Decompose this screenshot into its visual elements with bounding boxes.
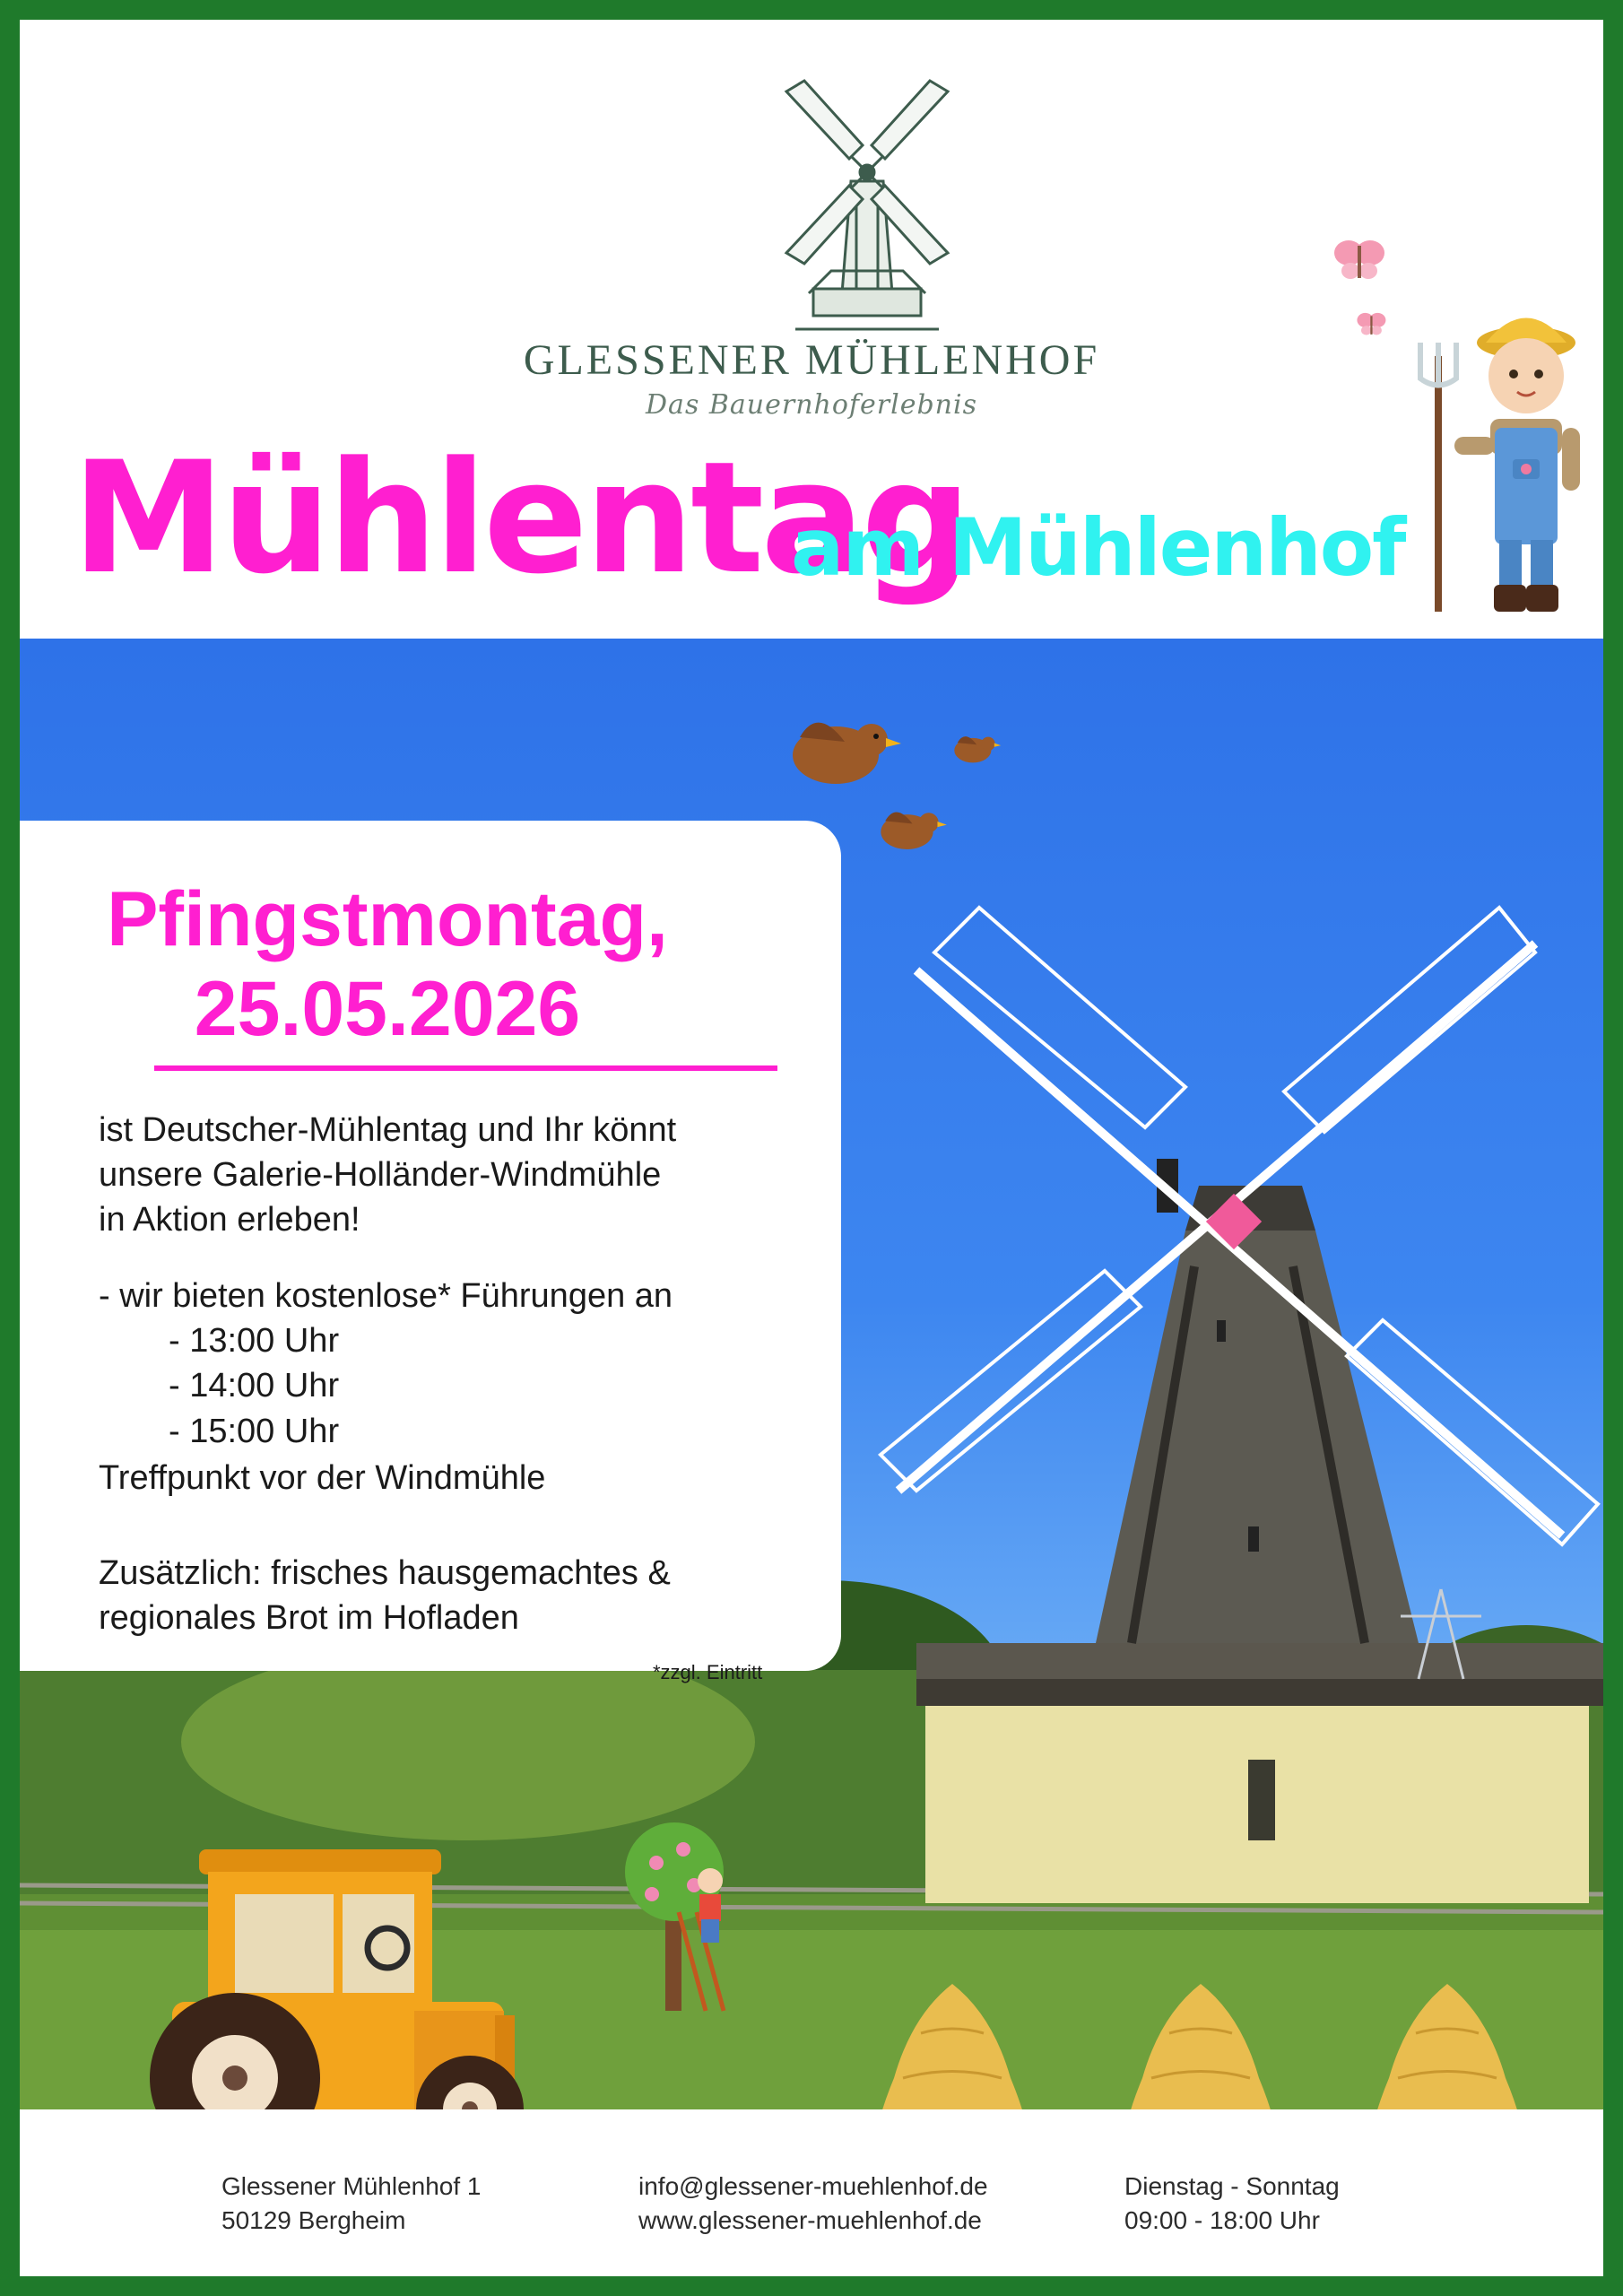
- footer-address: [221, 2170, 482, 2238]
- butterfly-icon: [1329, 233, 1392, 287]
- bird-icon: [948, 728, 1002, 769]
- title-main: Mühlentag: [72, 428, 968, 608]
- tours-heading: - wir bieten kostenlose* Führungen an: [99, 1277, 673, 1315]
- brand-tagline: Das Bauernhoferlebnis: [646, 389, 977, 421]
- address-line: 50129 Bergheim: [221, 2206, 406, 2234]
- windmill-logo-icon: [777, 74, 957, 334]
- butterfly-icon: [1354, 309, 1390, 340]
- event-day: Pfingstmontag,: [107, 876, 668, 962]
- apple-tree-illustration: [621, 1813, 746, 2020]
- farmer-illustration: [1401, 293, 1603, 616]
- brand-name: GLESSENER MÜHLENHOF: [523, 336, 1100, 384]
- meeting-point: Treffpunkt vor der Windmühle: [99, 1459, 546, 1497]
- intro-line-3: in Aktion erleben!: [99, 1201, 360, 1239]
- footer-contact: [638, 2170, 988, 2238]
- extra-line-1: Zusätzlich: frisches hausgemachtes &: [99, 1554, 671, 1592]
- intro-line-2: unsere Galerie-Holländer-Windmühle: [99, 1156, 662, 1194]
- extra-line-2: regionales Brot im Hofladen: [99, 1599, 519, 1637]
- poster: [20, 20, 1603, 2276]
- footer-hours: [1124, 2170, 1340, 2238]
- hours-times: 09:00 - 18:00 Uhr: [1124, 2206, 1320, 2234]
- bird-icon: [872, 800, 948, 858]
- tour-time: - 14:00 Uhr: [169, 1367, 340, 1405]
- event-date: 25.05.2026: [194, 966, 581, 1052]
- hours-days: Dienstag - Sonntag: [1124, 2172, 1340, 2200]
- date-underline: [154, 1065, 777, 1071]
- bird-icon: [777, 706, 903, 796]
- website-link[interactable]: www.glessener-muehlenhof.de: [638, 2206, 982, 2234]
- footnote: *zzgl. Eintritt: [653, 1661, 763, 1683]
- tour-time: - 15:00 Uhr: [169, 1413, 340, 1450]
- email-link[interactable]: info@glessener-muehlenhof.de: [638, 2172, 988, 2200]
- tour-time: - 13:00 Uhr: [169, 1322, 340, 1360]
- intro-line-1: ist Deutscher-Mühlentag und Ihr könnt: [99, 1111, 677, 1149]
- title-sub: am Mühlenhof: [791, 501, 1405, 594]
- address-line: Glessener Mühlenhof 1: [221, 2172, 482, 2200]
